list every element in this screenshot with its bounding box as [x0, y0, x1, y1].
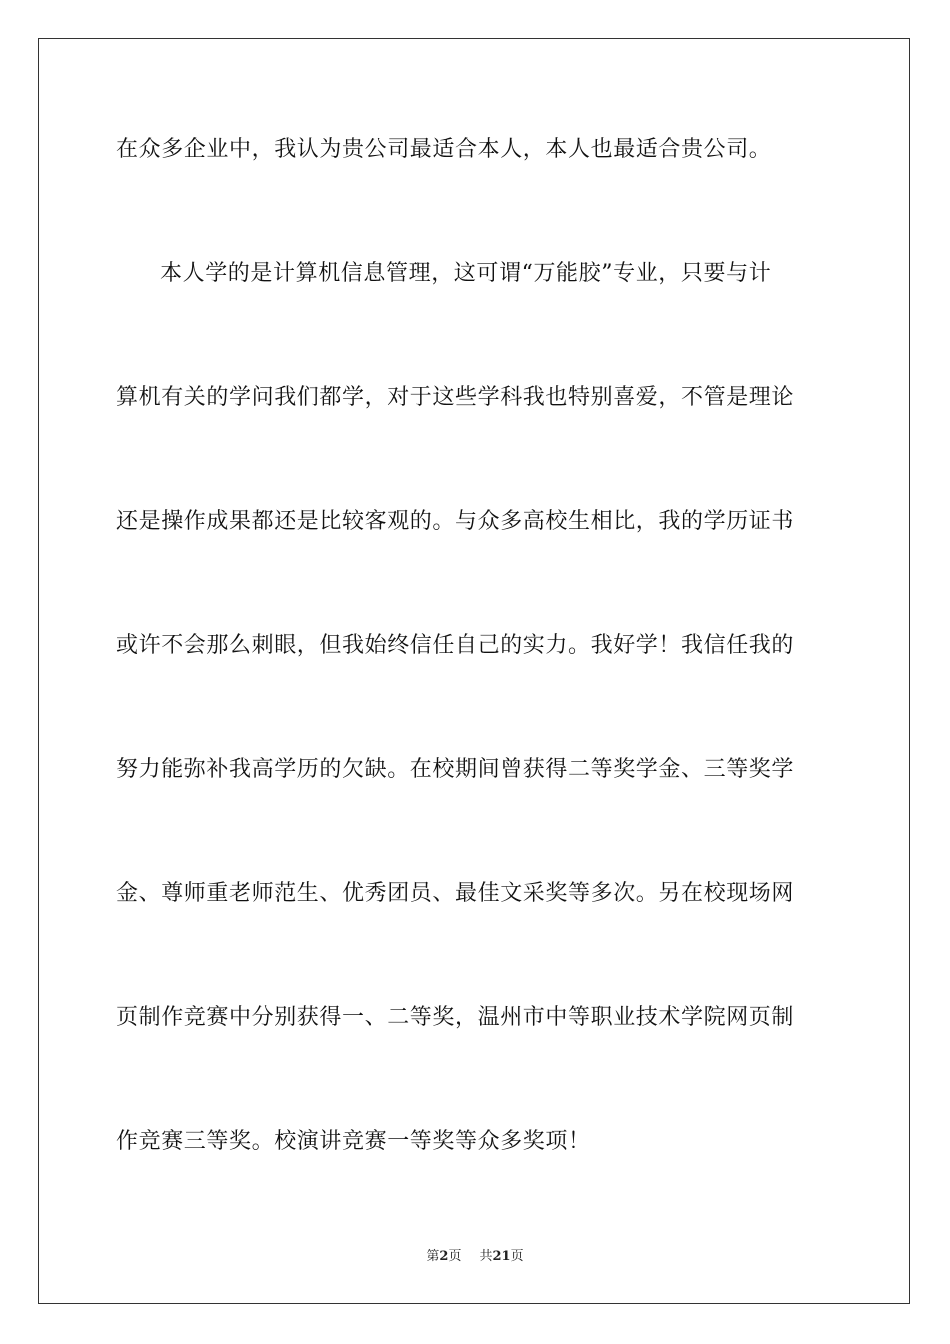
- page-footer: [0, 1248, 950, 1266]
- text-line-6: 努力能弥补我高学历的欠缺。在校期间曾获得二等奖学金、三等奖学: [116, 757, 795, 782]
- total-label-prefix: 共: [479, 1249, 493, 1264]
- text-line-7: 金、尊师重老师范生、优秀团员、最佳文采奖等多次。另在校现场网: [116, 881, 795, 906]
- text-line-9: 作竞赛三等奖。校演讲竞赛一等奖等众多奖项！: [116, 1129, 591, 1154]
- page-border: [38, 38, 910, 1304]
- page-label-suffix: 页: [448, 1249, 462, 1264]
- text-line-5: 或许不会那么刺眼，但我始终信任自己的实力。我好学！我信任我的: [116, 633, 795, 658]
- text-line-2: 本人学的是计算机信息管理，这可谓“万能胶”专业，只要与计: [160, 261, 772, 286]
- total-label-suffix: 页: [510, 1249, 524, 1264]
- text-line-1: 在众多企业中，我认为贵公司最适合本人，本人也最适合贵公司。: [116, 137, 772, 162]
- text-line-3: 算机有关的学问我们都学，对于这些学科我也特别喜爱，不管是理论: [116, 385, 795, 410]
- page-label-prefix: 第: [426, 1249, 440, 1264]
- total-pages: 21: [492, 1249, 511, 1264]
- text-line-8: 页制作竞赛中分别获得一、二等奖，温州市中等职业技术学院网页制: [116, 1005, 795, 1030]
- page-number: 2: [439, 1249, 449, 1264]
- text-line-4: 还是操作成果都还是比较客观的。与众多高校生相比，我的学历证书: [116, 509, 795, 534]
